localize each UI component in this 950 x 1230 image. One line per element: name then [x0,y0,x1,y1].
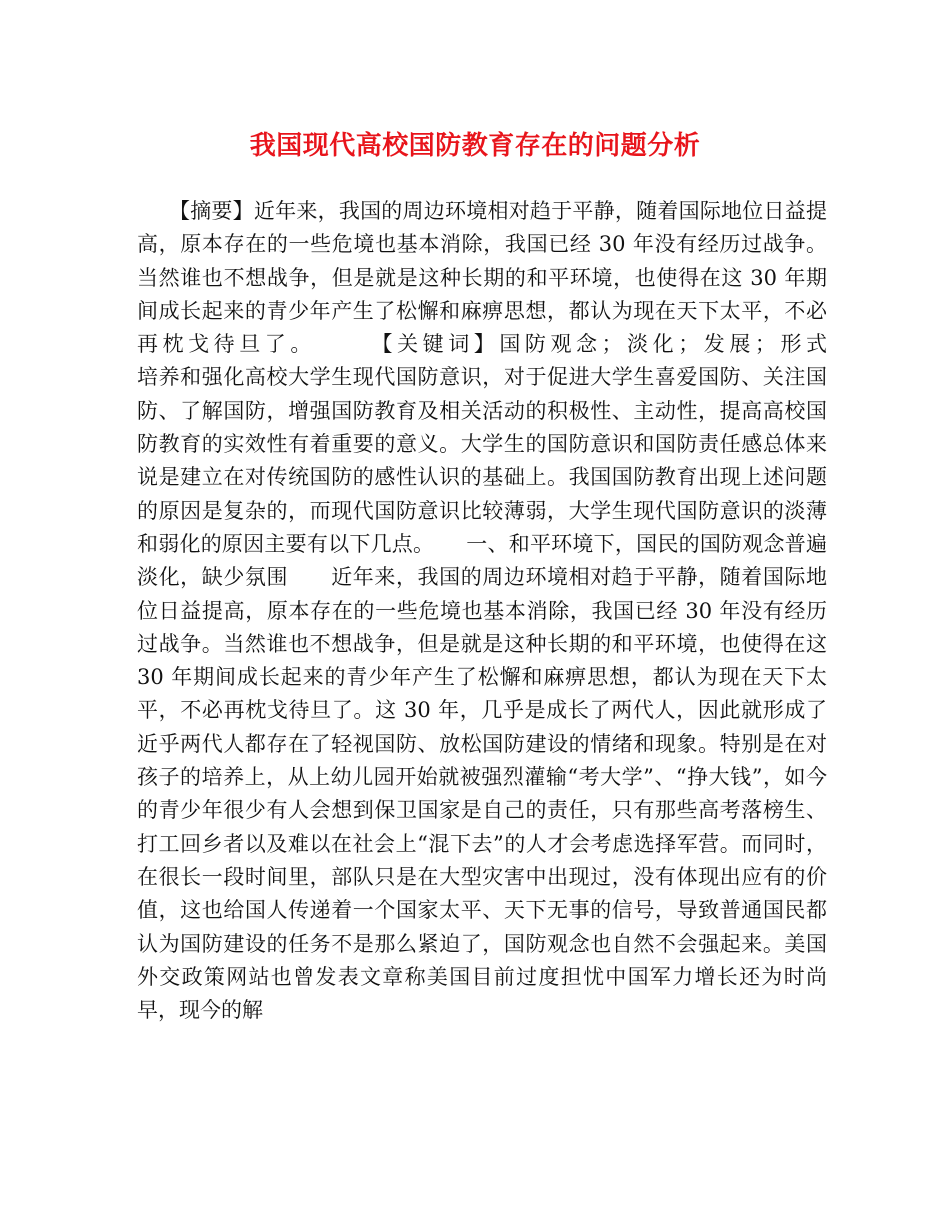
document-title: 我国现代高校国防教育存在的问题分析 [249,131,701,161]
document-body: 【摘要】近年来，我国的周边环境相对趋于平静，随着国际地位日益提高，原本存在的一些危境也基本消除，我国已经 30 年没有经历过战争。当然谁也不想战争，但是就是这种长期的和平环境，也使得在这 30 年期间成长起来的青少年产生了松懈和麻痹思想，都认为现在天下太平，不必再枕戈待旦了。 【关键词】国防观念；淡化；发展；形式 培养和强化高校大学生现代国防意识，对于促进大学生喜爱国防、关注国防、了解国防，增强国防教育及相关活动的积极性、主动性，提高高校国防教育的实效性有着重要的意义。大学生的国防意识和国防责任感总体来说是建立在对传统国防的感性认识的基础上。我国国防教育出现上述问题的原因是复杂的，而现代国防意识比较薄弱，大学生现代国防意识的淡薄和弱化的原因主要有以下几点。 一、和平环境下，国民的国防观念普遍淡化，缺少氛围 近年来，我国的周边环境相对趋于平静，随着国际地位日益提高，原本存在的一些危境也基本消除，我国已经 30 年没有经历过战争。当然谁也不想战争，但是就是这种长期的和平环境，也使得在这 30 年期间成长起来的青少年产生了松懈和麻痹思想，都认为现在天下太平，不必再枕戈待旦了。这 30 年，几乎是成长了两代人，因此就形成了近乎两代人都存在了轻视国防、放松国防建设的情绪和现象。特别是在对孩子的培养上，从上幼儿园开始就被强烈灌输“考大学”、“挣大钱”，如今的青少年很少有人会想到保卫国家是自己的责任，只有那些高考落榜生、打工回乡者以及难以在社会上“混下去”的人才会考虑选择军营。而同时，在很长一段时间里，部队只是在大型灾害中出现过，没有体现出应有的价值，这也给国人传递着一个国家太平、天下无事的信号，导致普通国民都认为国防建设的任务不是那么紧迫了，国防观念也自然不会强起来。美国外交政策网站也曾发表文章称美国目前过度担忧中国军力增长还为时尚早，现今的解 [137,199,932,1023]
